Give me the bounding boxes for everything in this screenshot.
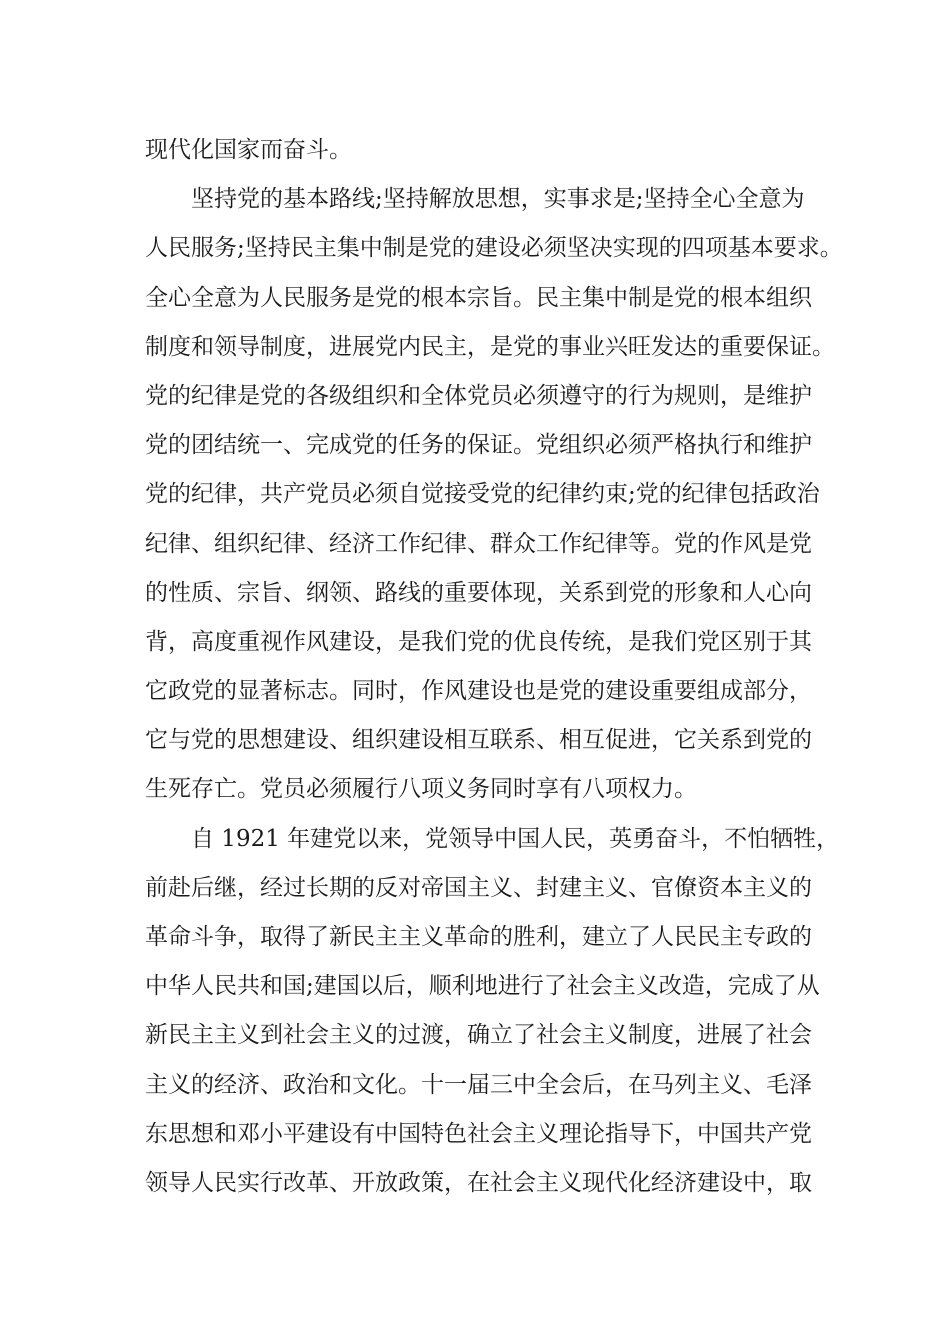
text-line: 它政党的显著标志。同时，作风建设也是党的建设重要组成部分， (145, 678, 812, 705)
text-line: 新民主主义到社会主义的过渡，确立了社会主义制度，进展了社会 (145, 1022, 812, 1049)
text-line: 革命斗争，取得了新民主主义革命的胜利，建立了人民民主专政的 (145, 924, 812, 950)
text-line: 人民服务;坚持民主集中制是党的建设必须坚决实现的四项基本要求。 (145, 235, 843, 262)
text-line: 党的纪律，共产党员必须自觉接受党的纪律约束;党的纪律包括政治 (145, 481, 820, 508)
body-text (145, 126, 845, 1208)
text-line: 纪律、组织纪律、经济工作纪律、群众工作纪律等。党的作风是党 (145, 530, 812, 557)
paragraph-first-line: 坚持党的基本路线;坚持解放思想，实事求是;坚持全心全意为 (191, 186, 805, 213)
text-line: 党的纪律是党的各级组织和全体党员必须遵守的行为规则，是维护 (145, 382, 812, 409)
text-line: 主义的经济、政治和文化。十一届三中全会后，在马列主义、毛泽 (145, 1071, 812, 1098)
text-line: 背，高度重视作风建设，是我们党的优良传统，是我们党区别于其 (145, 628, 812, 655)
text-line: 前赴后继，经过长期的反对帝国主义、封建主义、官僚资本主义的 (145, 874, 812, 901)
text-line: 中华人民共和国;建国以后，顺利地进行了社会主义改造，完成了从 (145, 973, 820, 1000)
text-line: 它与党的思想建设、组织建设相互联系、相互促进，它关系到党的 (145, 727, 812, 754)
text-line: 全心全意为人民服务是党的根本宗旨。民主集中制是党的根本组织 (145, 284, 812, 311)
text-line: 制度和领导制度，进展党内民主，是党的事业兴旺发达的重要保证。 (145, 333, 835, 360)
text-line: 东思想和邓小平建设有中国特色社会主义理论指导下，中国共产党 (145, 1120, 812, 1147)
text-line: 生死存亡。党员必须履行八项义务同时享有八项权力。 (145, 776, 697, 803)
paragraph-first-line: 自 1921 年建党以来，党领导中国人民，英勇奋斗，不怕牺牲， (191, 825, 840, 852)
text-line: 的性质、宗旨、纲领、路线的重要体现，关系到党的形象和人心向 (145, 579, 812, 606)
text-line: 现代化国家而奋斗。 (145, 137, 352, 163)
text-line: 党的团结统一、完成党的任务的保证。党组织必须严格执行和维护 (145, 432, 812, 459)
text-line: 领导人民实行改革、开放政策，在社会主义现代化经济建设中，取 (145, 1169, 812, 1196)
